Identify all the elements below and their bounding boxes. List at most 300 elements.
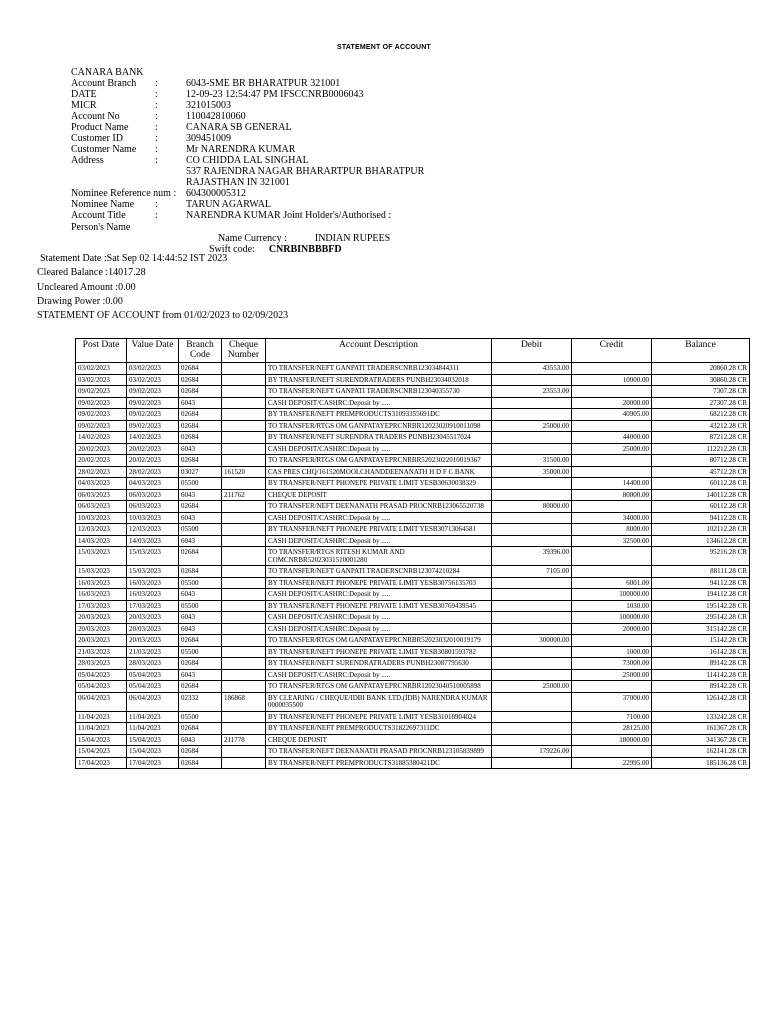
table-row <box>76 420 750 432</box>
cell-credit <box>572 566 652 578</box>
cell-debit: 300000.00 <box>492 635 572 647</box>
cell-account-description: BY TRANSFER/NEFT PHONEPE PRIVATE LIMIT YESB30713064581 <box>266 524 492 536</box>
cell-account-description: BY TRANSFER/NEFT PHONEPE PRIVATE LIMIT YESB30769439545 <box>266 600 492 612</box>
cell-branch-code: 6043 <box>179 512 222 524</box>
cell-post-date: 20/02/2023 <box>76 443 127 455</box>
cell-branch-code: 02684 <box>179 723 222 735</box>
table-row <box>76 711 750 723</box>
cell-value-date: 15/03/2023 <box>127 566 179 578</box>
cell-balance: 7307.28 CR <box>652 386 750 398</box>
cell-credit: 28125.00 <box>572 723 652 735</box>
cell-debit <box>492 623 572 635</box>
cell-value-date: 03/02/2023 <box>127 374 179 386</box>
table-row <box>76 443 750 455</box>
cell-debit: 179226.00 <box>492 746 572 758</box>
cell-credit: 6001.00 <box>572 577 652 589</box>
info-separator: : <box>155 210 158 221</box>
cell-balance: 88111.28 CR <box>652 566 750 578</box>
cell-debit <box>492 432 572 444</box>
header-post-date: Post Date <box>76 339 127 363</box>
cell-balance: 194112.28 CR <box>652 589 750 601</box>
info-label: MICR <box>71 100 97 111</box>
cell-value-date: 06/03/2023 <box>127 489 179 501</box>
cell-balance: 68212.28 CR <box>652 409 750 421</box>
cell-cheque-number <box>222 501 266 513</box>
cleared-balance: Cleared Balance :14017.28 <box>37 267 146 278</box>
table-row <box>76 547 750 566</box>
cell-balance: 16142.28 CR <box>652 646 750 658</box>
info-label: CANARA BANK <box>71 67 144 78</box>
info-label: Account Branch <box>71 78 137 89</box>
info-label: Account Title <box>71 210 126 221</box>
cell-value-date: 06/03/2023 <box>127 501 179 513</box>
cell-cheque-number <box>222 420 266 432</box>
cell-credit: 37000.00 <box>572 692 652 711</box>
table-row <box>76 734 750 746</box>
statement-period: STATEMENT OF ACCOUNT from 01/02/2023 to 02/09/2023 <box>37 310 289 321</box>
info-label: Address <box>71 155 104 166</box>
cell-debit <box>492 409 572 421</box>
cell-account-description: TO TRANSFER/RTGS RITESH KUMAR AND COMCNRBR52023031510001280 <box>266 547 492 566</box>
cell-debit <box>492 723 572 735</box>
cell-debit <box>492 512 572 524</box>
cell-value-date: 20/03/2023 <box>127 612 179 624</box>
cell-credit: 14400.00 <box>572 478 652 490</box>
cell-cheque-number <box>222 623 266 635</box>
cell-debit <box>492 612 572 624</box>
cell-credit: 1000.00 <box>572 646 652 658</box>
cell-credit: 80000.00 <box>572 489 652 501</box>
cell-account-description: TO TRANSFER/RTGS OM GANPATAYEPRCNRBR52023022010019367 <box>266 455 492 467</box>
cell-credit: 25000.00 <box>572 443 652 455</box>
cell-account-description: CAS PRES CHQ/161520MOOLCHANDDEENANATH H D F C BANK <box>266 466 492 478</box>
cell-credit: 44000.00 <box>572 432 652 444</box>
cell-post-date: 12/03/2023 <box>76 524 127 536</box>
cell-account-description: BY TRANSFER/NEFT SURENDRA TRADERS PUNBH23045517024 <box>266 432 492 444</box>
cell-cheque-number <box>222 535 266 547</box>
cell-credit <box>572 746 652 758</box>
info-value: 321015003 <box>186 100 231 111</box>
cell-post-date: 15/03/2023 <box>76 547 127 566</box>
table-row <box>76 692 750 711</box>
cell-cheque-number <box>222 432 266 444</box>
cell-value-date: 17/04/2023 <box>127 757 179 769</box>
cell-credit: 8000.00 <box>572 524 652 536</box>
statement-date: Statement Date :Sat Sep 02 14:44:52 IST 2023 <box>40 253 228 264</box>
info-separator: : <box>155 78 158 89</box>
cell-debit <box>492 443 572 455</box>
cell-debit <box>492 757 572 769</box>
table-row <box>76 501 750 513</box>
cell-debit <box>492 489 572 501</box>
cell-cheque-number <box>222 547 266 566</box>
cell-value-date: 09/02/2023 <box>127 409 179 421</box>
cell-balance: 80712.28 CR <box>652 455 750 467</box>
cell-balance: 27307.28 CR <box>652 397 750 409</box>
cell-balance: 45712.28 CR <box>652 466 750 478</box>
info-value: Mr NARENDRA KUMAR <box>186 144 296 155</box>
info-label: Account No <box>71 111 120 122</box>
cell-balance: 60112.28 CR <box>652 501 750 513</box>
cell-debit <box>492 535 572 547</box>
cell-credit: 1030.00 <box>572 600 652 612</box>
cell-account-description: BY TRANSFER/NEFT SURENDRATRADERS PUNBH23034032018 <box>266 374 492 386</box>
table-row <box>76 669 750 681</box>
cell-balance: 15142.28 CR <box>652 635 750 647</box>
cell-debit <box>492 734 572 746</box>
cell-branch-code: 02684 <box>179 757 222 769</box>
cell-account-description: CASH DEPOSIT/CASHRC:Deposit by ..... <box>266 623 492 635</box>
cell-post-date: 20/03/2023 <box>76 612 127 624</box>
cell-account-description: TO TRANSFER/RTGS OM GANPATAYEPRCNRBR12023020910011098 <box>266 420 492 432</box>
info-value: CO CHIDDA LAL SINGHAL <box>186 155 309 166</box>
cell-credit <box>572 363 652 375</box>
swift-label: Swift code: <box>209 244 255 255</box>
cell-balance: 162141.28 CR <box>652 746 750 758</box>
cell-account-description: CASH DEPOSIT/CASHRC:Deposit by ..... <box>266 535 492 547</box>
table-row <box>76 512 750 524</box>
table-row <box>76 409 750 421</box>
cell-post-date: 16/03/2023 <box>76 589 127 601</box>
info-row <box>71 100 424 111</box>
cell-credit: 40905.00 <box>572 409 652 421</box>
cell-balance: 43212.28 CR <box>652 420 750 432</box>
cell-debit <box>492 600 572 612</box>
cell-post-date: 09/02/2023 <box>76 409 127 421</box>
cell-value-date: 03/02/2023 <box>127 363 179 375</box>
drawing-power: Drawing Power :0.00 <box>37 296 123 307</box>
header-balance: Balance <box>652 339 750 363</box>
cell-credit: 34000.00 <box>572 512 652 524</box>
cell-value-date: 09/02/2023 <box>127 386 179 398</box>
account-info-block <box>71 67 424 221</box>
header-branch-code: Branch Code <box>179 339 222 363</box>
info-row <box>71 166 424 177</box>
table-row <box>76 455 750 467</box>
cell-debit: 25000.00 <box>492 420 572 432</box>
cell-branch-code: 6043 <box>179 589 222 601</box>
cell-debit <box>492 646 572 658</box>
info-label <box>71 166 155 177</box>
cell-branch-code: 02684 <box>179 409 222 421</box>
table-row <box>76 466 750 478</box>
cell-post-date: 17/04/2023 <box>76 757 127 769</box>
cell-value-date: 14/03/2023 <box>127 535 179 547</box>
cell-branch-code: 02684 <box>179 420 222 432</box>
cell-branch-code: 02684 <box>179 746 222 758</box>
cell-cheque-number <box>222 658 266 670</box>
cell-cheque-number <box>222 455 266 467</box>
info-separator <box>155 67 186 78</box>
cell-value-date: 11/04/2023 <box>127 711 179 723</box>
info-label: Customer Name <box>71 144 137 155</box>
cell-cheque-number <box>222 646 266 658</box>
cell-debit <box>492 397 572 409</box>
table-row <box>76 478 750 490</box>
info-row <box>71 199 424 210</box>
info-row <box>71 78 424 89</box>
cell-balance: 102112.28 CR <box>652 524 750 536</box>
cell-balance: 341367.28 CR <box>652 734 750 746</box>
cell-account-description: TO TRANSFER/NEFT DEENANATH PRASAD PROCNRB123065520738 <box>266 501 492 513</box>
info-value: CANARA SB GENERAL <box>186 122 292 133</box>
info-label: Nominee Name <box>71 199 135 210</box>
cell-branch-code: 02684 <box>179 681 222 693</box>
cell-cheque-number: 211778 <box>222 734 266 746</box>
cell-branch-code: 6043 <box>179 443 222 455</box>
cell-account-description: TO TRANSFER/NEFT GANPATI TRADERSCNRB123040355730 <box>266 386 492 398</box>
cell-value-date: 09/02/2023 <box>127 420 179 432</box>
table-row <box>76 566 750 578</box>
cell-value-date: 28/02/2023 <box>127 466 179 478</box>
cell-debit <box>492 692 572 711</box>
cell-cheque-number <box>222 635 266 647</box>
cell-account-description: BY TRANSFER/NEFT PREMPRODUCTS31822697311DC <box>266 723 492 735</box>
cell-balance: 95216.28 CR <box>652 547 750 566</box>
cell-branch-code: 02684 <box>179 566 222 578</box>
cell-cheque-number <box>222 524 266 536</box>
info-separator: : <box>155 111 158 122</box>
info-row <box>71 144 424 155</box>
table-row <box>76 681 750 693</box>
cell-cheque-number <box>222 612 266 624</box>
cell-branch-code: 05500 <box>179 478 222 490</box>
info-value: 309451009 <box>186 133 231 144</box>
cell-branch-code: 02684 <box>179 386 222 398</box>
info-row <box>71 133 424 144</box>
cell-post-date: 06/04/2023 <box>76 692 127 711</box>
cell-branch-code: 02332 <box>179 692 222 711</box>
cell-cheque-number <box>222 478 266 490</box>
table-row <box>76 524 750 536</box>
cell-account-description: BY TRANSFER/NEFT PREMPRODUCTS31093355691DC <box>266 409 492 421</box>
cell-account-description: CASH DEPOSIT/CASHRC:Deposit by ..... <box>266 512 492 524</box>
cell-balance: 94112.28 CR <box>652 577 750 589</box>
cell-branch-code: 02684 <box>179 635 222 647</box>
cell-balance: 195142.28 CR <box>652 600 750 612</box>
table-row <box>76 646 750 658</box>
info-label <box>71 177 155 188</box>
cell-cheque-number <box>222 746 266 758</box>
cell-credit: 20000.00 <box>572 623 652 635</box>
cell-branch-code: 02684 <box>179 455 222 467</box>
cell-value-date: 12/03/2023 <box>127 524 179 536</box>
info-row <box>71 111 424 122</box>
cell-account-description: BY TRANSFER/NEFT PHONEPE PRIVATE LIMIT YESB30756135703 <box>266 577 492 589</box>
cell-post-date: 20/03/2023 <box>76 635 127 647</box>
cell-post-date: 28/02/2023 <box>76 466 127 478</box>
cell-balance: 20860.28 CR <box>652 363 750 375</box>
cell-debit <box>492 589 572 601</box>
cell-account-description: BY TRANSFER/NEFT PHONEPE PRIVATE LIMIT YESB30630038329 <box>266 478 492 490</box>
cell-debit: 43553.00 <box>492 363 572 375</box>
cell-credit: 10000.00 <box>572 374 652 386</box>
table-row <box>76 397 750 409</box>
cell-value-date: 11/04/2023 <box>127 723 179 735</box>
cell-post-date: 16/03/2023 <box>76 577 127 589</box>
cell-balance: 87212.28 CR <box>652 432 750 444</box>
cell-branch-code: 6043 <box>179 623 222 635</box>
cell-cheque-number: 211762 <box>222 489 266 501</box>
cell-post-date: 15/04/2023 <box>76 734 127 746</box>
cell-credit: 25000.00 <box>572 669 652 681</box>
cell-branch-code: 6043 <box>179 612 222 624</box>
info-label: Customer ID <box>71 133 123 144</box>
info-label: Nominee Reference num : <box>71 188 177 199</box>
cell-branch-code: 05500 <box>179 711 222 723</box>
cell-post-date: 20/03/2023 <box>76 623 127 635</box>
cell-debit <box>492 658 572 670</box>
cell-value-date: 28/03/2023 <box>127 658 179 670</box>
cell-value-date: 21/03/2023 <box>127 646 179 658</box>
info-separator: : <box>155 89 158 100</box>
cell-cheque-number <box>222 681 266 693</box>
cell-debit: 7105.00 <box>492 566 572 578</box>
info-separator: : <box>155 199 158 210</box>
cell-account-description: BY CLEARING / CHEQUE/IDBI BANK LTD.(IDB) NARENDRA KUMAR 0000035500 <box>266 692 492 711</box>
cell-account-description: TO TRANSFER/RTGS OM GANPATAYEPRCNRBR52023032010019179 <box>266 635 492 647</box>
cell-credit <box>572 386 652 398</box>
cell-post-date: 06/03/2023 <box>76 489 127 501</box>
persons-name-label: Person's Name <box>71 222 131 233</box>
table-row <box>76 658 750 670</box>
cell-balance: 114142.28 CR <box>652 669 750 681</box>
currency-label: Name Currency : <box>218 233 287 244</box>
cell-cheque-number <box>222 566 266 578</box>
cell-debit: 35000.00 <box>492 466 572 478</box>
cell-debit: 25000.00 <box>492 681 572 693</box>
table-row <box>76 363 750 375</box>
cell-account-description: TO TRANSFER/NEFT DEENANATH PRASAD PROCNRB123105839899 <box>266 746 492 758</box>
info-value: 6043-SME BR BHARATPUR 321001 <box>186 78 341 89</box>
header-debit: Debit <box>492 339 572 363</box>
cell-post-date: 11/04/2023 <box>76 723 127 735</box>
info-label: DATE <box>71 89 97 100</box>
info-separator: : <box>155 100 158 111</box>
cell-balance: 185136.28 CR <box>652 757 750 769</box>
cell-branch-code: 6043 <box>179 669 222 681</box>
cell-cheque-number <box>222 723 266 735</box>
cell-account-description: BY TRANSFER/NEFT SURENDRATRADERS PUNBH23087795630 <box>266 658 492 670</box>
cell-post-date: 06/03/2023 <box>76 501 127 513</box>
cell-balance: 134612.28 CR <box>652 535 750 547</box>
transactions-table <box>75 338 750 769</box>
cell-value-date: 20/03/2023 <box>127 623 179 635</box>
currency-line <box>218 233 390 244</box>
cell-account-description: TO TRANSFER/NEFT GANPATI TRADERSCNRB123074210284 <box>266 566 492 578</box>
cell-account-description: CASH DEPOSIT/CASHRC:Deposit by ..... <box>266 443 492 455</box>
cell-credit: 180000.00 <box>572 734 652 746</box>
info-value: RAJASTHAN IN 321001 <box>186 177 290 188</box>
uncleared-amount: Uncleared Amount :0.00 <box>37 282 136 293</box>
info-value: 604300005312 <box>186 188 246 199</box>
cell-credit <box>572 635 652 647</box>
cell-branch-code: 6043 <box>179 489 222 501</box>
info-value: TARUN AGARWAL <box>186 199 272 210</box>
cell-value-date: 04/03/2023 <box>127 478 179 490</box>
cell-branch-code: 02684 <box>179 374 222 386</box>
info-separator <box>155 177 186 188</box>
table-row <box>76 612 750 624</box>
cell-credit <box>572 466 652 478</box>
table-row <box>76 723 750 735</box>
cell-balance: 94112.28 CR <box>652 512 750 524</box>
cell-branch-code: 02684 <box>179 363 222 375</box>
cell-post-date: 21/03/2023 <box>76 646 127 658</box>
statement-title: STATEMENT OF ACCOUNT <box>336 44 432 51</box>
cell-debit <box>492 577 572 589</box>
info-row <box>71 155 424 166</box>
cell-cheque-number <box>222 757 266 769</box>
cell-branch-code: 02684 <box>179 547 222 566</box>
cell-post-date: 05/04/2023 <box>76 669 127 681</box>
info-row <box>71 89 424 100</box>
cell-account-description: BY TRANSFER/NEFT PHONEPE PRIVATE LIMIT YESB30801593782 <box>266 646 492 658</box>
info-separator: : <box>155 133 158 144</box>
cell-post-date: 20/02/2023 <box>76 455 127 467</box>
cell-post-date: 09/02/2023 <box>76 420 127 432</box>
cell-debit: 39396.00 <box>492 547 572 566</box>
cell-branch-code: 05500 <box>179 524 222 536</box>
cell-post-date: 09/02/2023 <box>76 397 127 409</box>
currency-value: INDIAN RUPEES <box>314 233 391 244</box>
cell-balance: 133242.28 CR <box>652 711 750 723</box>
cell-account-description: TO TRANSFER/NEFT GANPATI TRADERSCNRB123034844311 <box>266 363 492 375</box>
cell-balance: 140112.28 CR <box>652 489 750 501</box>
header-cheque-number: Cheque Number <box>222 339 266 363</box>
header-credit: Credit <box>572 339 652 363</box>
cell-post-date: 15/03/2023 <box>76 566 127 578</box>
cell-account-description: CASH DEPOSIT/CASHRC:Deposit by ..... <box>266 669 492 681</box>
cell-account-description: TO TRANSFER/RTGS OM GANPATAYEPRCNRBR12023040510005898 <box>266 681 492 693</box>
cell-cheque-number <box>222 711 266 723</box>
cell-post-date: 14/02/2023 <box>76 432 127 444</box>
cell-account-description: CHEQUE DEPOSIT <box>266 734 492 746</box>
cell-value-date: 20/03/2023 <box>127 635 179 647</box>
cell-post-date: 09/02/2023 <box>76 386 127 398</box>
cell-value-date: 09/02/2023 <box>127 397 179 409</box>
cell-balance: 60112.28 CR <box>652 478 750 490</box>
cell-value-date: 05/04/2023 <box>127 681 179 693</box>
cell-balance: 112212.28 CR <box>652 443 750 455</box>
header-account-description: Account Description <box>266 339 492 363</box>
info-row <box>71 122 424 133</box>
table-row <box>76 589 750 601</box>
table-row <box>76 746 750 758</box>
cell-value-date: 06/04/2023 <box>127 692 179 711</box>
table-row <box>76 432 750 444</box>
table-row <box>76 577 750 589</box>
cell-branch-code: 03027 <box>179 466 222 478</box>
cell-branch-code: 02684 <box>179 658 222 670</box>
cell-cheque-number <box>222 577 266 589</box>
cell-post-date: 14/03/2023 <box>76 535 127 547</box>
cell-post-date: 28/03/2023 <box>76 658 127 670</box>
info-value: 110042810060 <box>186 111 246 122</box>
swift-line <box>209 244 342 255</box>
cell-value-date: 15/04/2023 <box>127 746 179 758</box>
cell-cheque-number <box>222 386 266 398</box>
info-value: 12-09-23 12:54:47 PM IFSCCNRB0006043 <box>186 89 364 100</box>
table-row <box>76 600 750 612</box>
cell-credit <box>572 681 652 693</box>
cell-debit: 31500.00 <box>492 455 572 467</box>
cell-post-date: 04/03/2023 <box>76 478 127 490</box>
cell-value-date: 14/02/2023 <box>127 432 179 444</box>
info-row <box>71 67 424 78</box>
info-separator: : <box>155 122 158 133</box>
cell-cheque-number <box>222 374 266 386</box>
